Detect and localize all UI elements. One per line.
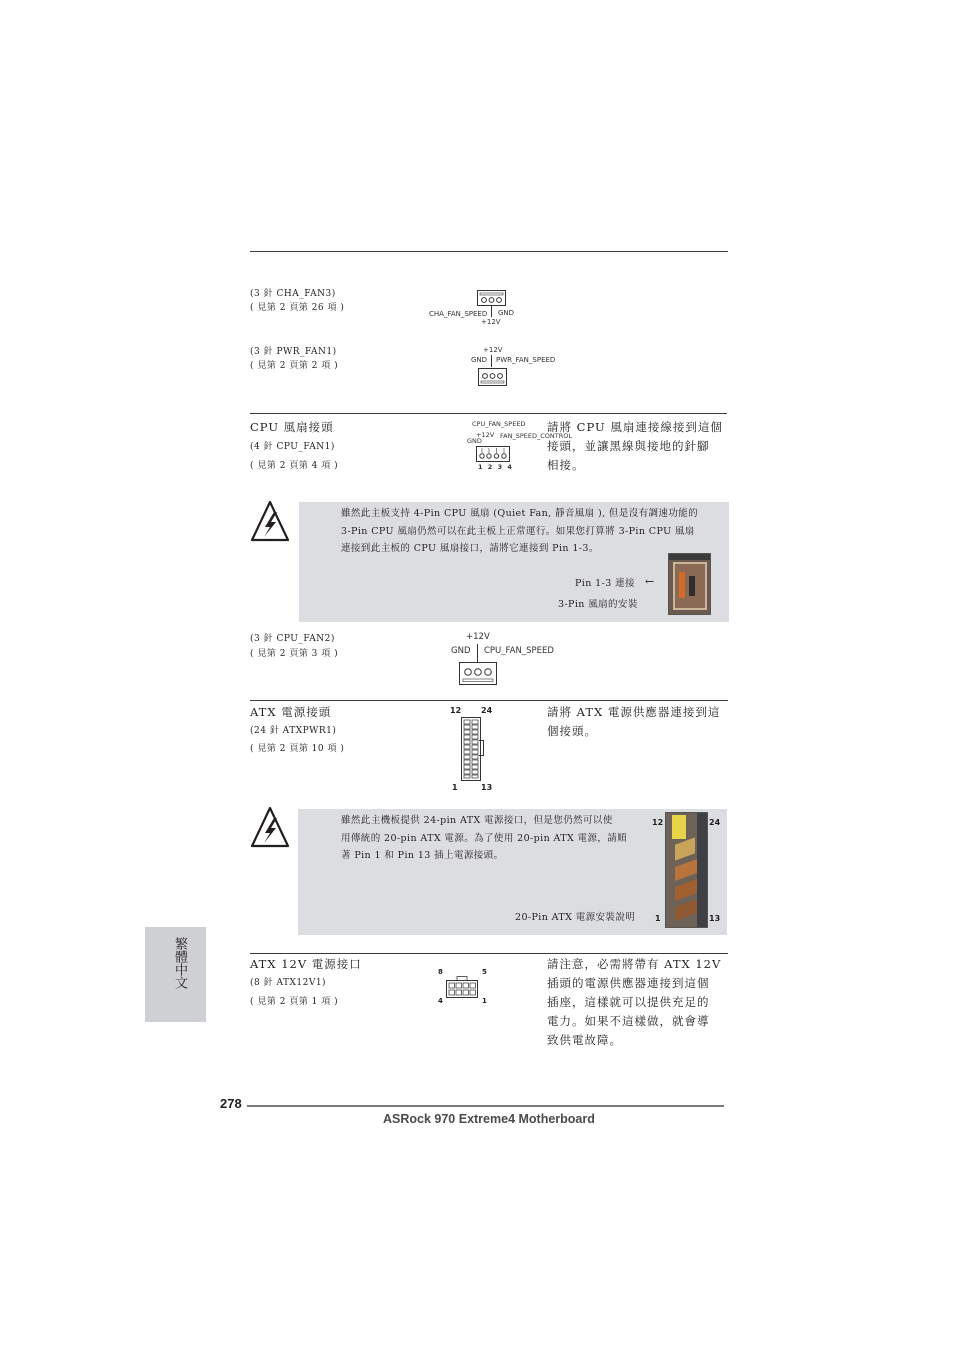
pwr-fan1-gnd-pin: GND bbox=[471, 356, 488, 364]
cpu-fan1-ref: ( 見第 2 頁第 4 項 ) bbox=[250, 461, 339, 471]
cpu-fan1-label: (4 針 CPU_FAN1) bbox=[250, 442, 335, 452]
cpu-fan-desc bbox=[547, 418, 723, 475]
atx-photo-pin-24: 24 bbox=[709, 818, 721, 827]
cpu-fan2-gnd-pin: GND bbox=[451, 646, 471, 656]
language-side-tab-label: 繁體中文 bbox=[172, 937, 187, 989]
atx12v-desc-line: 電力。如果不這樣做，就會導 bbox=[547, 1014, 710, 1028]
atx-note-text bbox=[341, 812, 627, 865]
cpu-fan1-control-pin: FAN_SPEED_CONTROL bbox=[500, 432, 572, 440]
atx12v-desc-line: 插座，這樣就可以提供充足的 bbox=[547, 995, 710, 1009]
atx-photo-pin-12: 12 bbox=[652, 818, 664, 827]
atx-photo-pin-13: 13 bbox=[709, 914, 721, 923]
cha-fan3-speed-pin: CHA_FAN_SPEED bbox=[429, 310, 488, 318]
atx12v-pin-8: 8 bbox=[438, 968, 443, 976]
cpu-fan2-12v-pin: +12V bbox=[466, 632, 490, 642]
cha-fan3-label: (3 針 CHA_FAN3) bbox=[250, 289, 336, 299]
cha-fan3-connector bbox=[477, 290, 506, 306]
section-rule-atx bbox=[250, 700, 728, 701]
warning-icon bbox=[250, 806, 290, 852]
atx12v-desc-line: 請注意，必需將帶有 ATX 12V bbox=[547, 957, 722, 971]
atx12v-desc bbox=[547, 955, 721, 1050]
atx12v-pin-5: 5 bbox=[482, 968, 487, 976]
language-side-tab bbox=[145, 927, 206, 1022]
cpu-fan2-connector bbox=[459, 662, 497, 685]
pwr-fan1-ref: ( 見第 2 頁第 2 項 ) bbox=[250, 361, 339, 371]
cpu-fan1-pin-numbers: 1 2 3 4 bbox=[478, 463, 512, 471]
footer-product-name: ASRock 970 Extreme4 Motherboard bbox=[383, 1112, 595, 1126]
atx12v-desc-line: 插頭的電源供應器連接到這個 bbox=[547, 976, 710, 990]
atx-power-title: ATX 電源接頭 bbox=[250, 705, 332, 719]
atx-note-line: 用傳統的 20-pin ATX 電源。為了使用 20-pin ATX 電源，請順 bbox=[341, 832, 628, 844]
cpu-fan-note-line: 3-Pin CPU 風扇仍然可以在此主板上正常運行。如果您打算將 3-Pin CPU 風扇 bbox=[341, 525, 695, 537]
cpu-fan1-gnd-pin: GND bbox=[467, 437, 482, 445]
cpu-fan-note-text bbox=[341, 505, 698, 558]
atx12v-pin-1: 1 bbox=[482, 997, 487, 1005]
atx-power-desc-line: 個接頭。 bbox=[547, 724, 597, 738]
section-rule-atx12v bbox=[250, 953, 728, 954]
cpu-fan-desc-line: 相接。 bbox=[547, 458, 585, 472]
atx-note-line: 雖然此主機板提供 24-pin ATX 電源接口，但是您仍然可以使 bbox=[341, 815, 613, 826]
footer-rule bbox=[247, 1105, 724, 1107]
atx12v-ref: ( 見第 2 頁第 1 項 ) bbox=[250, 997, 339, 1007]
cpu-fan1-12v-pin: +12V bbox=[476, 431, 495, 439]
atx-power-desc bbox=[547, 703, 720, 741]
section-rule-cpu-fan bbox=[250, 413, 727, 414]
pwr-fan1-12v-pin: +12V bbox=[483, 346, 503, 354]
cpu-fan-note-line: 連接到此主板的 CPU 風扇接口，請將它連接到 Pin 1-3。 bbox=[341, 543, 599, 554]
atx12v-title: ATX 12V 電源接口 bbox=[250, 957, 362, 971]
arrow-left-icon: ← bbox=[645, 575, 655, 588]
atx-note-line: 著 Pin 1 和 Pin 13 插上電源接頭。 bbox=[341, 850, 504, 861]
atx-24pin-connector bbox=[461, 717, 481, 781]
atx-pin-24: 24 bbox=[481, 706, 493, 715]
cha-fan3-ref: ( 見第 2 頁第 26 項 ) bbox=[250, 303, 345, 313]
page-number: 278 bbox=[220, 1096, 242, 1111]
atx-photo-pin-1: 1 bbox=[655, 914, 661, 923]
cpu-fan1-speed-pin: CPU_FAN_SPEED bbox=[472, 420, 526, 428]
atx-power-ref: ( 見第 2 頁第 10 項 ) bbox=[250, 744, 345, 754]
cpu-fan-desc-line: 請將 CPU 風扇連接線接到這個 bbox=[547, 420, 723, 434]
atx-pin-1: 1 bbox=[452, 783, 458, 792]
cha-fan3-gnd-pin: GND bbox=[498, 309, 515, 317]
atx12v-8pin-connector bbox=[446, 976, 478, 998]
atx-latch bbox=[479, 740, 484, 756]
pwr-fan1-connector bbox=[478, 368, 507, 386]
pwr-fan1-label: (3 針 PWR_FAN1) bbox=[250, 347, 337, 357]
fan-install-photo bbox=[668, 553, 711, 615]
atx-power-desc-line: 請將 ATX 電源供應器連接到這 bbox=[547, 705, 721, 719]
cha-fan3-lead bbox=[491, 305, 492, 317]
fan-install-caption: 3-Pin 風扇的安裝 bbox=[558, 599, 638, 610]
pwr-fan1-speed-pin: PWR_FAN_SPEED bbox=[496, 356, 556, 364]
atx12v-desc-line: 致供電故障。 bbox=[547, 1033, 622, 1047]
cpu-fan1-connector bbox=[476, 446, 510, 462]
cpu-fan2-speed-pin: CPU_FAN_SPEED bbox=[484, 646, 554, 656]
atx-power-label: (24 針 ATXPWR1) bbox=[250, 726, 337, 736]
cpu-fan2-ref: ( 見第 2 頁第 3 項 ) bbox=[250, 649, 339, 659]
cpu-fan-title: CPU 風扇接頭 bbox=[250, 420, 334, 434]
warning-icon bbox=[250, 500, 290, 546]
atx-install-photo bbox=[665, 812, 708, 928]
atx-pin-12: 12 bbox=[450, 706, 462, 715]
pwr-fan1-lead bbox=[491, 355, 492, 367]
cpu-fan-desc-line: 接頭，並讓黑線與接地的針腳 bbox=[547, 439, 710, 453]
atx-pin-13: 13 bbox=[481, 783, 493, 792]
atx-install-caption: 20-Pin ATX 電源安裝說明 bbox=[515, 912, 636, 923]
cpu-fan-note-line: 雖然此主板支持 4-Pin CPU 風扇 (Quiet Fan, 靜音風扇 ), 但是沒有調速功能的 bbox=[341, 508, 699, 519]
atx12v-label: (8 針 ATX12V1) bbox=[250, 978, 327, 988]
cha-fan3-12v-pin: +12V bbox=[481, 318, 501, 326]
cpu-fan2-label: (3 針 CPU_FAN2) bbox=[250, 634, 335, 644]
pin-1-3-connect-label: Pin 1-3 連接 bbox=[575, 578, 635, 589]
atx12v-pin-4: 4 bbox=[438, 997, 443, 1005]
cpu-fan2-lead bbox=[477, 644, 478, 662]
top-rule bbox=[250, 251, 728, 252]
